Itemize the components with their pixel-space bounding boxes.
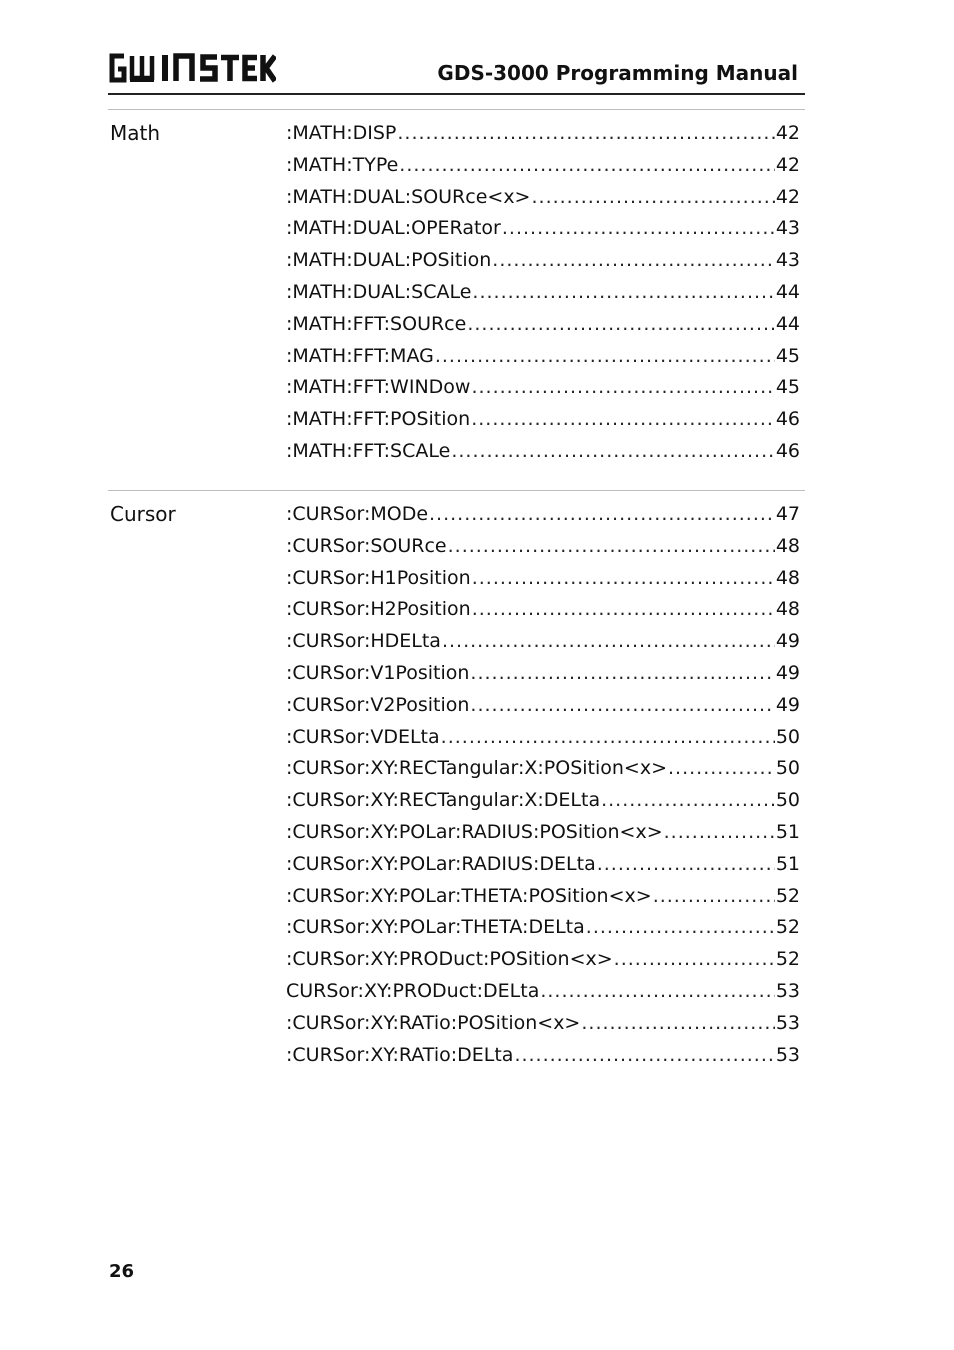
section-label-math: Math	[110, 121, 161, 145]
toc-entry[interactable]: :CURSor:XY:RECTangular:X:DELta ..... 50	[286, 789, 800, 821]
toc-entry[interactable]: :MATH:DISP ..... 42	[286, 122, 800, 154]
toc-entry[interactable]: :MATH:FFT:POSition ..... 46	[286, 408, 800, 440]
toc-entry[interactable]: :CURSor:VDELta ..... 50	[286, 726, 800, 758]
toc-entry[interactable]: :CURSor:XY:POLar:RADIUS:POSition<x> ..... 51	[286, 821, 800, 853]
header-rule	[108, 93, 805, 95]
toc-list-math	[286, 122, 800, 472]
toc-entry[interactable]: :MATH:FFT:SCALe ..... 46	[286, 440, 800, 472]
toc-entry[interactable]: :MATH:DUAL:POSition ..... 43	[286, 249, 800, 281]
page-header	[108, 52, 798, 86]
toc-entry[interactable]: :MATH:TYPe ..... 42	[286, 154, 800, 186]
page-number: 26	[109, 1261, 135, 1282]
toc-entry[interactable]: :CURSor:HDELta ..... 49	[286, 630, 800, 662]
toc-entry[interactable]: :MATH:DUAL:SCALe ..... 44	[286, 281, 800, 313]
toc-entry[interactable]: :CURSor:XY:POLar:THETA:POSition<x> ..... 52	[286, 885, 800, 917]
toc-entry[interactable]: :CURSor:XY:RATio:POSition<x> ..... 53	[286, 1012, 800, 1044]
toc-entry[interactable]: :CURSor:XY:PRODuct:POSition<x> ..... 52	[286, 948, 800, 980]
manual-title: GDS-3000 Programming Manual	[437, 61, 798, 85]
toc-entry[interactable]: :CURSor:MODe ..... 47	[286, 503, 800, 535]
toc-entry[interactable]: :CURSor:V1Position ..... 49	[286, 662, 800, 694]
toc-entry[interactable]: :CURSor:XY:RATio:DELta ..... 53	[286, 1044, 800, 1076]
toc-entry[interactable]: :CURSor:V2Position ..... 49	[286, 694, 800, 726]
toc-entry[interactable]: :MATH:DUAL:SOURce<x> ..... 42	[286, 186, 800, 218]
toc-entry[interactable]: :CURSor:XY:POLar:THETA:DELta ..... 52	[286, 916, 800, 948]
toc-entry[interactable]: :CURSor:H2Position ..... 48	[286, 598, 800, 630]
toc-entry[interactable]: :CURSor:XY:RECTangular:X:POSition<x> ..... 50	[286, 757, 800, 789]
toc-entry[interactable]: :MATH:FFT:WINDow ..... 45	[286, 376, 800, 408]
toc-entry[interactable]: :CURSor:XY:POLar:RADIUS:DELta ..... 51	[286, 853, 800, 885]
toc-list-cursor	[286, 503, 800, 1075]
section-divider-cursor	[108, 490, 805, 491]
toc-entry[interactable]: :MATH:FFT:SOURce ..... 44	[286, 313, 800, 345]
toc-entry[interactable]: CURSor:XY:PRODuct:DELta ..... 53	[286, 980, 800, 1012]
toc-entry[interactable]: :MATH:FFT:MAG ..... 45	[286, 345, 800, 377]
section-label-cursor: Cursor	[110, 502, 176, 526]
section-divider-math	[108, 109, 805, 110]
toc-entry[interactable]: :CURSor:SOURce ..... 48	[286, 535, 800, 567]
toc-entry[interactable]: :MATH:DUAL:OPERator ..... 43	[286, 217, 800, 249]
gw-instek-logo	[108, 52, 276, 84]
toc-entry[interactable]: :CURSor:H1Position ..... 48	[286, 567, 800, 599]
